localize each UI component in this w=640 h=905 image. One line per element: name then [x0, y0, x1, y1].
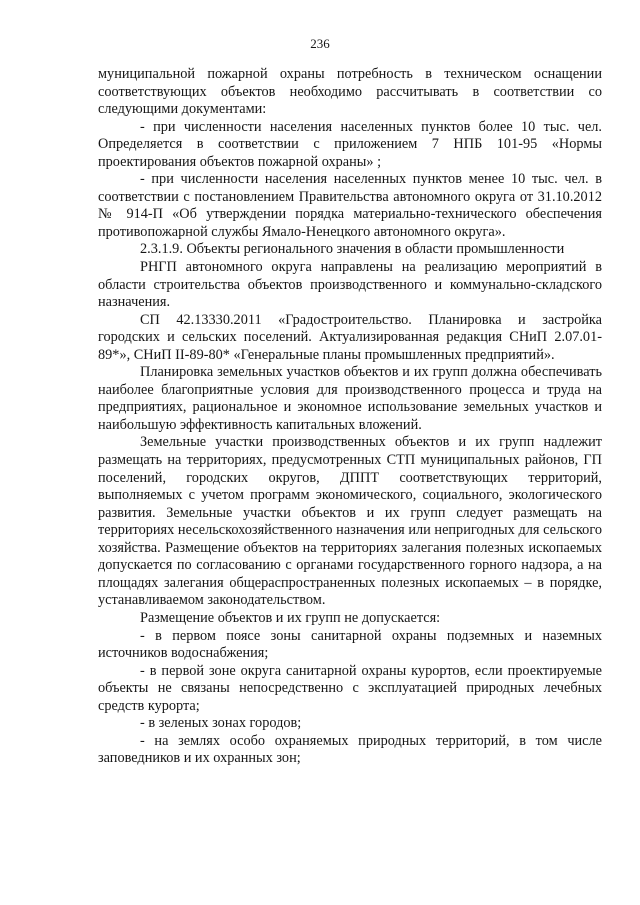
paragraph: Размещение объектов и их групп не допускается: — [140, 609, 441, 626]
list-item: - на землях особо охраняемых природных территорий, в том числе заповедников и их охранных зон; — [98, 732, 602, 767]
list-item: - в зеленых зонах городов; — [140, 715, 302, 732]
paragraph: муниципальной пожарной охраны потребность в техническом оснащении соответствующих объектов необходимо рассчитывать в соответствии со следующими документами: — [98, 66, 602, 118]
paragraph: РНГП автономного округа направлены на реализацию мероприятий в области строительства объектов производственного и коммунально-складского назначения. — [98, 259, 602, 311]
list-item: - в первом поясе зоны санитарной охраны подземных и наземных источников водоснабжения; — [98, 627, 602, 662]
page-number: 236 — [310, 36, 330, 51]
paragraph: - при численности населения населенных пунктов менее 10 тыс. чел. в соответствии с постановлением Правительства автономного округа от 31.10.2012 № 914-П «Об утверждении порядка материально-технического обеспечения противопожарной службы Ямало-Ненецкого автономного округа». — [98, 171, 602, 240]
paragraph: Земельные участки производственных объектов и их групп надлежит размещать на территориях, предусмотренных СТП муниципальных районов, ГП поселений, городских округов, ДППТ соответствующих территорий, выполняемых с учетом программ экономического, социального, экологического развития. Земельные участки объектов и их групп следует размещать на территориях несельскохозяйственного назначения или непригодных для сельского хозяйства. Размещение объектов на территориях залегания полезных ископаемых допускается по согласованию с органами государственного горного надзора, а на площадях залегания общераспространенных полезных ископаемых – в порядке, устанавливаемом законодательством. — [98, 434, 602, 609]
list-item: - в первой зоне округа санитарной охраны курортов, если проектируемые объекты не связаны непосредственно с эксплуатацией природных лечебных средств курорта; — [98, 662, 602, 714]
section-heading: 2.3.1.9. Объекты регионального значения в области промышленности — [140, 241, 565, 258]
paragraph: Планировка земельных участков объектов и их групп должна обеспечивать наиболее благоприятные условия для производственного процесса и труда на предприятиях, рациональное и экономное использование земельных участков и наибольшую эффективность капитальных вложений. — [98, 364, 602, 433]
paragraph: - при численности населения населенных пунктов более 10 тыс. чел. Определяется в соответствии с приложением 7 НПБ 101-95 «Нормы проектирования объектов пожарной охраны» ; — [98, 118, 602, 170]
paragraph: СП 42.13330.2011 «Градостроительство. Планировка и застройка городских и сельских поселений. Актуализированная редакция СНиП 2.07.01-89*», СНиП II-89-80* «Генеральные планы промышленных предприятий». — [98, 311, 602, 363]
document-body — [98, 66, 602, 768]
